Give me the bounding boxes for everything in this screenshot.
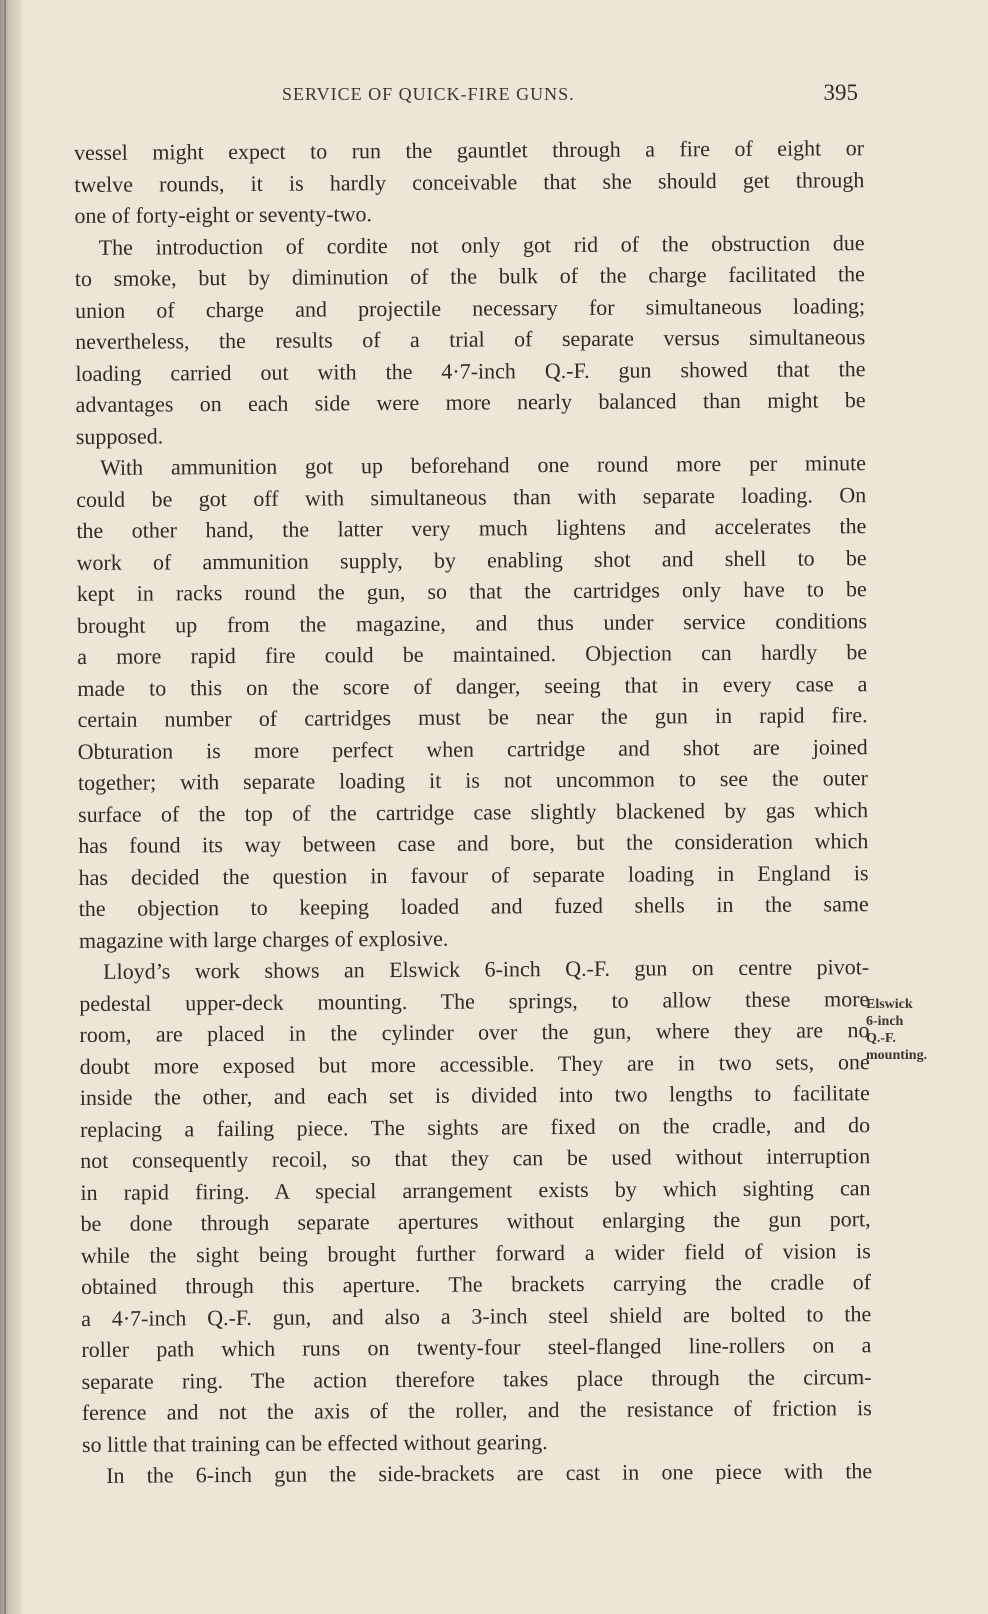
text-line: so little that training can be effected without gearing. [81, 1428, 548, 1457]
page-number: 395 [823, 80, 858, 105]
text-line: certain number of cartridges must be near the gun in rapid fire. [77, 702, 868, 732]
text-line: be done through separate apertures without enlarging the gun port, [80, 1206, 871, 1236]
margin-note-line: Q.-F. [866, 1031, 896, 1046]
margin-note [866, 996, 976, 1064]
text-line: replacing a failing piece. The sights are fixed on the cradle, and do [79, 1111, 871, 1142]
text-line: supposed. [75, 422, 164, 449]
text-line: union of charge and projectile necessary for simultaneous loading; [74, 292, 866, 323]
text-line: could be got off with simultaneous than with separate loading. On [76, 481, 867, 512]
text-line: separate ring. The action therefore takes place through the circum- [81, 1363, 872, 1394]
margin-note-line: mounting. [866, 1048, 928, 1063]
running-head [82, 80, 858, 114]
text-line: not consequently recoil, so that they can be used without interruption [80, 1143, 871, 1173]
text-line: has found its way between case and bore, but the consideration which [78, 828, 869, 858]
margin-note-line: Elswick [866, 997, 913, 1012]
text-line: the other hand, the latter very much lightens and accelerates the [76, 513, 867, 543]
text-line: doubt more exposed but more accessible. They are in two sets, one [79, 1048, 870, 1079]
text-line: twelve rounds, it is hardly conceivable that she should get through [74, 166, 865, 197]
text-line: together; with separate loading it is not uncommon to see the outer [77, 765, 869, 795]
text-line: the objection to keeping loaded and fuzed shells in the same [78, 891, 869, 921]
text-line: a 4·7-inch Q.-F. gun, and also a 3-inch steel shield are bolted to the [81, 1300, 872, 1331]
text-line: surface of the top of the cartridge case slightly blackened by gas which [78, 796, 869, 827]
text-line: to smoke, but by diminution of the bulk of the charge facilitated the [74, 261, 865, 291]
text-line: pedestal upper-deck mounting. The springs, to allow these more [79, 985, 870, 1016]
text-line: kept in racks round the gun, so that the cartridges only have to be [76, 576, 867, 606]
text-line: obtained through this aperture. The brackets carrying the cradle of [80, 1269, 872, 1299]
text-line: nevertheless, the results of a trial of separate versus simultaneous [75, 324, 866, 354]
text-line: made to this on the score of danger, seeing that in every case a [77, 670, 868, 701]
text-line: The introduction of cordite not only got rid of the obstruction due [98, 229, 865, 260]
text-line: ference and not the axis of the roller, and the resistance of friction is [81, 1395, 872, 1425]
text-line: loading carried out with the 4·7-inch Q.-F. gun showed that the [75, 355, 866, 386]
text-line: roller path which runs on twenty-four steel-flanged line-rollers on a [81, 1332, 872, 1362]
text-line: one of forty-eight or seventy-two. [74, 201, 373, 228]
text-line: a more rapid fire could be maintained. Objection can hardly be [77, 639, 868, 669]
text-line: brought up from the magazine, and thus under service conditions [76, 607, 868, 638]
margin-note-line: 6-inch [866, 1014, 904, 1029]
text-line: room, are placed in the cylinder over the gun, where they are no [79, 1017, 870, 1047]
text-line: inside the other, and each set is divided into two lengths to facilitate [79, 1080, 870, 1110]
text-line: In the 6-inch gun the side-brackets are cast in one piece with the [106, 1458, 873, 1488]
text-line: in rapid firing. A special arrangement exists by which sighting can [80, 1174, 871, 1205]
body-text [74, 132, 872, 1491]
gutter-line [4, 0, 6, 1614]
text-line: Lloyd’s work shows an Elswick 6-inch Q.-F. gun on centre pivot- [103, 954, 870, 984]
text-line: With ammunition got up beforehand one round more per minute [99, 450, 867, 480]
text-line: Obturation is more perfect when cartridge and shot are joined [77, 733, 868, 764]
text-line: has decided the question in favour of separate loading in England is [78, 859, 869, 890]
text-line: magazine with large charges of explosive. [78, 925, 449, 953]
text-line: vessel might expect to run the gauntlet through a fire of eight or [74, 135, 865, 165]
running-title: SERVICE OF QUICK-FIRE GUNS. [282, 84, 575, 104]
text-line: while the sight being brought further forward a wider field of vision is [80, 1237, 871, 1268]
text-line: advantages on each side were more nearly balanced than might be [75, 387, 866, 417]
text-line: work of ammunition supply, by enabling shot and shell to be [76, 544, 867, 575]
